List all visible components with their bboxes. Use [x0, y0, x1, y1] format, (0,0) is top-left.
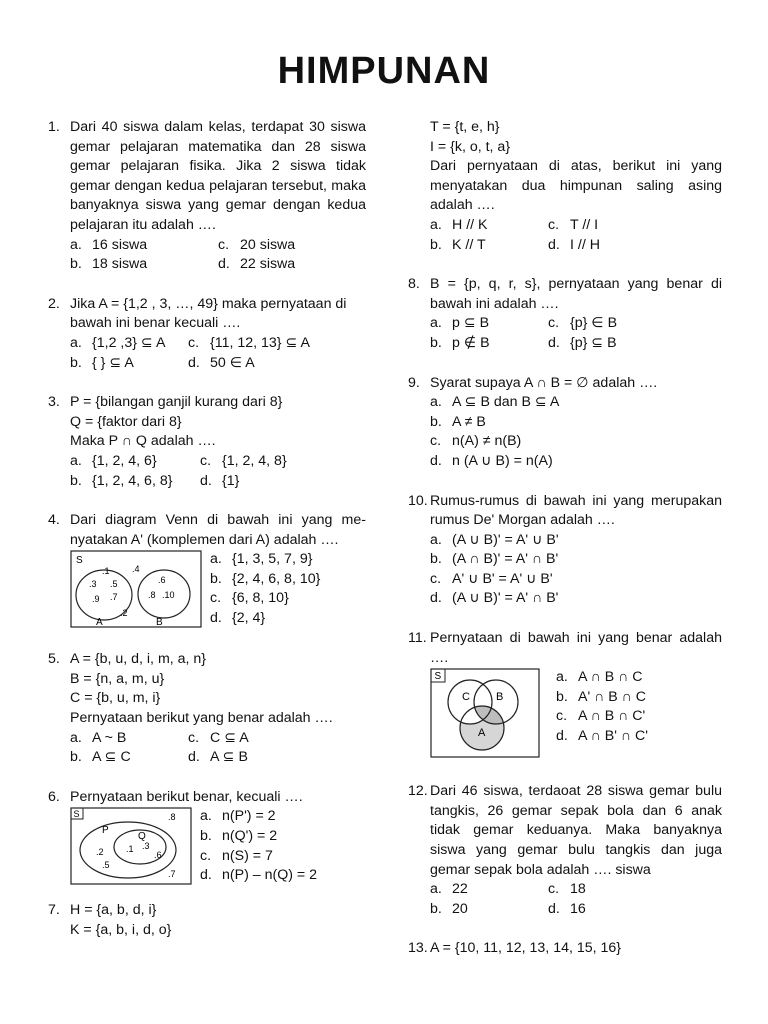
option-b[interactable]: b. 20	[430, 900, 468, 917]
option-c[interactable]: c. 18	[548, 881, 586, 898]
venn-diagram	[70, 807, 194, 887]
question-number: 1.	[48, 119, 60, 135]
question-text: Dari pernyataan di atas, berikut ini yang menyatakan dua himpunan saling asing adalah ….	[430, 158, 722, 214]
left-column	[48, 118, 366, 941]
option-d[interactable]: d. 16	[548, 900, 586, 917]
question-number: 13.	[408, 940, 428, 957]
question-number: 9.	[408, 374, 420, 391]
svg-text:.3: .3	[142, 841, 150, 852]
option-d[interactable]: d. {2, 4}	[210, 610, 266, 627]
question-number: 12.	[408, 783, 428, 800]
svg-text:.5: .5	[102, 860, 110, 871]
option-a[interactable]: a. 22	[430, 881, 468, 898]
question-number: 11.	[408, 630, 427, 647]
question-line: B = {n, a, m, u}	[70, 670, 165, 687]
option-a[interactable]: a. n(P') = 2	[200, 808, 276, 825]
svg-text:.6: .6	[154, 850, 162, 861]
question-line: C = {b, u, m, i}	[70, 690, 161, 707]
question-text: Dari 46 siswa, terdaoat 28 siswa gemar bulu tangkis, 26 gemar sepak bola dan 6 anak tidak gemar keduanya. Maka banyaknya siswa yang gemar bulu tangkis dan juga gemar sepak bola adalah …. siswa	[430, 783, 722, 878]
label-b: B	[156, 617, 163, 629]
svg-text:.7: .7	[168, 869, 176, 880]
options	[210, 550, 320, 628]
svg-text:.1: .1	[102, 566, 110, 577]
option-a[interactable]: a. H // K	[430, 216, 488, 233]
option-d[interactable]: d. 50 ∈ A	[188, 354, 255, 371]
options	[70, 452, 366, 491]
right-column	[408, 118, 722, 959]
options	[430, 393, 722, 471]
options	[430, 531, 722, 609]
question-text: Dari diagram Venn di bawah ini yang me-nyatakan A' (komplemen dari A) adalah ….	[70, 512, 366, 548]
option-c[interactable]: c. {6, 8, 10}	[210, 590, 289, 607]
option-a[interactable]: a. A ⊆ B dan B ⊆ A	[430, 394, 560, 411]
question-line: A = {b, u, d, i, m, a, n}	[70, 651, 207, 668]
options	[70, 236, 366, 275]
option-d[interactable]: d. A ⊆ B	[188, 749, 248, 766]
options	[556, 668, 648, 746]
options	[70, 334, 366, 373]
svg-text:.9: .9	[92, 594, 100, 605]
svg-text:.5: .5	[110, 579, 118, 590]
svg-text:.7: .7	[110, 592, 118, 603]
question-text: Pernyataan berikut benar, kecuali ….	[70, 788, 303, 805]
option-c[interactable]: c. C ⊆ A	[188, 729, 249, 746]
question-number: 6.	[48, 788, 60, 805]
option-c[interactable]: c. {p} ∈ B	[548, 315, 618, 332]
question-line: Maka P ∩ Q adalah ….	[70, 433, 216, 450]
question-number: 3.	[48, 394, 60, 411]
option-a[interactable]: a. A ∩ B ∩ C	[556, 669, 643, 686]
option-b[interactable]: b. { } ⊆ A	[70, 354, 134, 371]
label-p: P	[102, 825, 109, 837]
label-s: S	[434, 671, 442, 683]
label-q: Q	[138, 831, 146, 843]
svg-text:.4: .4	[132, 564, 140, 575]
option-b[interactable]: b. A ⊆ C	[70, 749, 131, 766]
venn-diagram	[430, 668, 542, 760]
question-line: P = {bilangan ganjil kurang dari 8}	[70, 394, 283, 411]
label-s: S	[73, 809, 80, 820]
question-text: Dari 40 siswa dalam kelas, terdapat 30 siswa gemar pelajaran matematika dan 28 siswa gemar pelajaran fisika. Jika 2 siswa tidak gemar dengan kedua pelajaran tersebut, maka banyaknya siswa yang gemar dengan kedua pelajaran itu adalah ….	[70, 119, 366, 233]
option-b[interactable]: b. A ≠ B	[430, 413, 486, 430]
option-b[interactable]: b. p ∉ B	[430, 334, 490, 351]
options	[430, 314, 722, 353]
option-d[interactable]: d. 22 siswa	[218, 256, 296, 273]
question-7	[48, 901, 366, 940]
option-a[interactable]: a. A ~ B	[70, 729, 127, 746]
question-text: Pernyataan di bawah ini yang benar adalah ….	[430, 630, 722, 666]
option-b[interactable]: b. n(Q') = 2	[200, 828, 278, 845]
page-title: HIMPUNAN	[277, 50, 491, 92]
label-a: A	[96, 617, 103, 629]
question-2	[48, 295, 366, 373]
option-c[interactable]: c. 20 siswa	[218, 236, 296, 253]
svg-text:.6: .6	[158, 575, 166, 586]
question-text: Syarat supaya A ∩ B = ∅ adalah ….	[430, 374, 658, 391]
question-line: Q = {faktor dari 8}	[70, 413, 182, 430]
option-a[interactable]: a. {1, 2, 4, 6}	[70, 452, 157, 469]
option-d[interactable]: d. (A ∪ B)' = A' ∩ B'	[430, 590, 559, 607]
option-b[interactable]: b. {1, 2, 4, 6, 8}	[70, 472, 173, 489]
question-5	[48, 650, 366, 768]
label-c: C	[462, 691, 470, 704]
universal-set-box	[71, 551, 201, 627]
question-number: 10.	[408, 492, 428, 509]
question-text: B = {p, q, r, s}, pernyataan yang benar di bawah ini adalah ….	[430, 276, 722, 312]
question-8	[408, 275, 722, 353]
venn-diagram	[70, 550, 204, 632]
option-b[interactable]: b. A' ∩ B ∩ C	[556, 688, 647, 705]
question-4	[48, 511, 366, 632]
option-d[interactable]: d. {p} ⊆ B	[548, 334, 617, 351]
question-line: K = {a, b, i, d, o}	[70, 922, 172, 939]
question-text: Jika A = {1,2 , 3, …, 49} maka pernyataan di bawah ini benar kecuali ….	[70, 295, 347, 332]
question-12	[408, 782, 722, 919]
question-number: 5.	[48, 651, 60, 668]
svg-text:.2: .2	[96, 847, 104, 858]
question-3	[48, 393, 366, 491]
option-b[interactable]: b. K // T	[430, 236, 486, 253]
option-a[interactable]: a. p ⊆ B	[430, 315, 490, 332]
question-number: 8.	[408, 276, 420, 293]
option-c[interactable]: c. n(S) = 7	[200, 847, 273, 864]
svg-text:.2: .2	[120, 608, 128, 619]
option-b[interactable]: b. (A ∩ B)' = A' ∩ B'	[430, 551, 559, 568]
option-d[interactable]: d. n(P) – n(Q) = 2	[200, 867, 318, 884]
question-line: H = {a, b, d, i}	[70, 902, 157, 919]
question-1	[48, 118, 366, 275]
options	[430, 880, 722, 919]
option-c[interactable]: c. {11, 12, 13} ⊆ A	[188, 334, 310, 351]
option-a[interactable]: a. {1, 3, 5, 7, 9}	[210, 551, 313, 568]
question-text: A = {10, 11, 12, 13, 14, 15, 16}	[430, 940, 622, 957]
question-line: Pernyataan berikut yang benar adalah ….	[70, 710, 333, 727]
option-a[interactable]: a. 16 siswa	[70, 236, 148, 253]
question-text: Rumus-rumus di bawah ini yang merupakan rumus De' Morgan adalah ….	[430, 492, 722, 529]
option-d[interactable]: d. {1}	[200, 472, 240, 489]
svg-text:.1: .1	[126, 844, 134, 855]
question-line: T = {t, e, h}	[430, 119, 500, 135]
question-line: I = {k, o, t, a}	[430, 138, 511, 155]
option-d[interactable]: d. A ∩ B' ∩ C'	[556, 728, 648, 745]
label-s: S	[76, 555, 83, 567]
option-c[interactable]: c. {1, 2, 4, 8}	[200, 452, 287, 469]
question-10	[408, 492, 722, 610]
option-c[interactable]: c. T // I	[548, 216, 599, 233]
option-c[interactable]: c. A' ∪ B' = A' ∪ B'	[430, 570, 553, 587]
option-d[interactable]: d. I // H	[548, 236, 600, 253]
option-c[interactable]: c. n(A) ≠ n(B)	[430, 433, 522, 450]
svg-text:.10: .10	[162, 590, 175, 601]
question-13	[408, 939, 722, 959]
option-b[interactable]: b. 18 siswa	[70, 256, 148, 273]
svg-text:.3: .3	[89, 579, 97, 590]
options	[200, 807, 317, 885]
label-a: A	[478, 727, 486, 740]
option-d[interactable]: d. n (A ∪ B) = n(A)	[430, 452, 553, 469]
question-9	[408, 374, 722, 472]
question-11	[408, 629, 722, 760]
question-number: 2.	[48, 295, 60, 312]
question-number: 7.	[48, 902, 60, 919]
svg-text:.8: .8	[168, 812, 176, 823]
option-a[interactable]: a. (A ∪ B)' = A' ∪ B'	[430, 531, 559, 548]
question-6	[48, 788, 366, 888]
option-c[interactable]: c. A ∩ B ∩ C'	[556, 708, 646, 725]
question-number: 4.	[48, 512, 60, 529]
option-a[interactable]: a. {1,2 ,3} ⊆ A	[70, 334, 166, 351]
question-7-continued	[408, 118, 722, 255]
options	[70, 729, 366, 768]
svg-text:.8: .8	[148, 590, 156, 601]
label-b: B	[496, 691, 504, 704]
option-b[interactable]: b. {2, 4, 6, 8, 10}	[210, 570, 321, 587]
options	[430, 216, 722, 255]
